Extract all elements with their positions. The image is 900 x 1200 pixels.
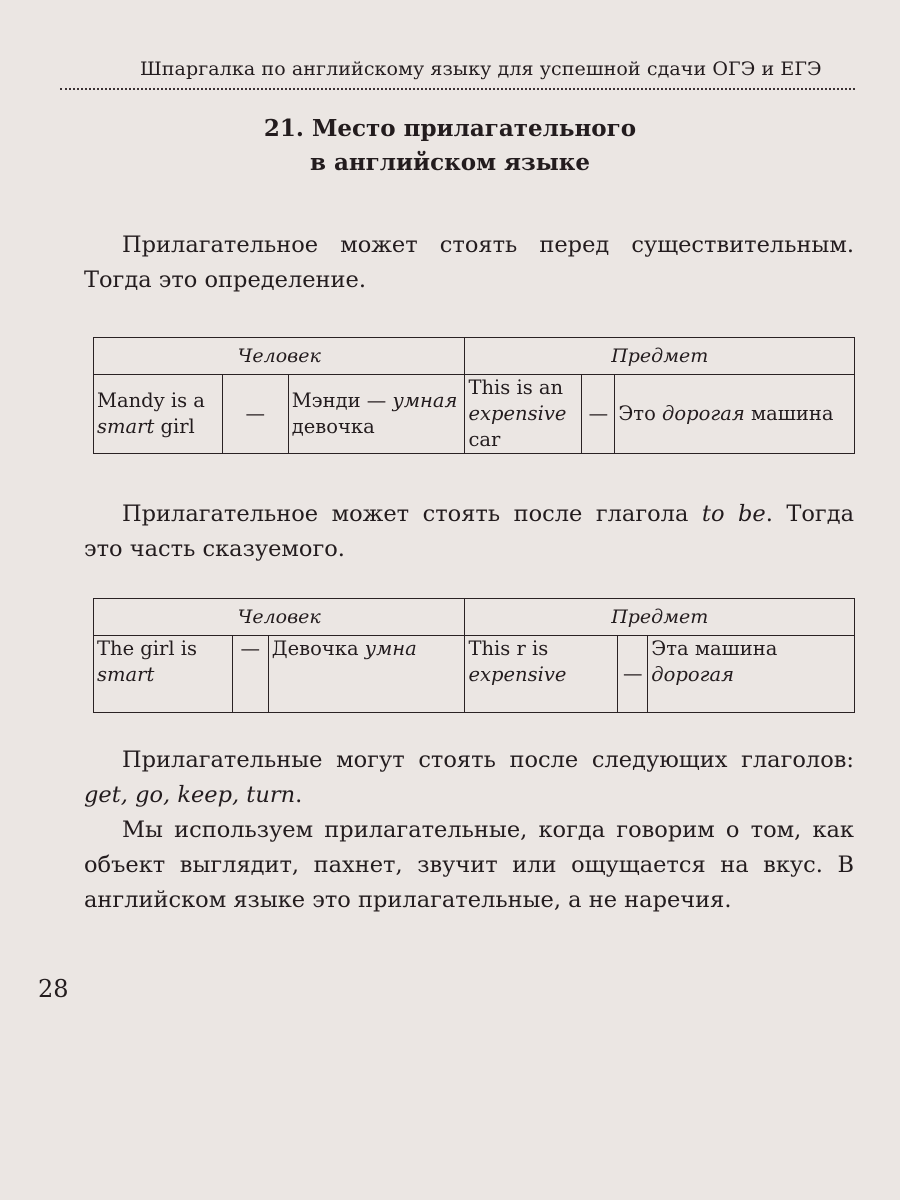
table-attributive [93, 337, 855, 454]
table-predicative [93, 598, 855, 713]
header-divider [60, 88, 855, 90]
cell-dash: — [582, 375, 615, 454]
cell-dash: — [222, 375, 288, 454]
paragraph-1: Прилагательное может стоять перед существительным. Тогда это определение. [84, 232, 854, 293]
page-number: 28 [38, 975, 69, 1003]
section-title [0, 112, 900, 180]
title-line-1: 21. Место прилагательного [263, 115, 637, 142]
table-row [94, 375, 855, 454]
cell-russian: Это дорогая машина [615, 375, 855, 454]
running-header: Шпаргалка по английскому языку для успешной сдачи ОГЭ и ЕГЭ [140, 58, 822, 80]
cell-russian: Девочка умна [268, 636, 465, 713]
paragraph-3: Прилагательные могут стоять после следующих глаголов: get, go, keep, turn. [84, 747, 854, 808]
title-line-2: в английском языке [309, 149, 591, 176]
header-object: Предмет [465, 338, 855, 375]
table-row [94, 636, 855, 713]
cell-russian: Мэнди — умная девочка [288, 375, 465, 454]
header-person: Человек [94, 338, 465, 375]
paragraph-2: Прилагательное может стоять после глагола to be. Тогда это часть сказуемого. [84, 501, 854, 562]
paragraph-4: Мы используем прилагательные, когда говорим о том, как объект выглядит, пахнет, звучит или ощущается на вкус. В английском языке это прилагательные, а не наречия. [84, 817, 854, 913]
cell-dash: — [232, 636, 268, 713]
cell-english: The girl is smart [94, 636, 233, 713]
header-object: Предмет [465, 599, 855, 636]
cell-dash: — [618, 636, 648, 713]
header-person: Человек [94, 599, 465, 636]
cell-russian: Эта машина дорогая [648, 636, 855, 713]
cell-english: This is an expensive car [465, 375, 582, 454]
cell-english: This r is expensive [465, 636, 618, 713]
cell-english: Mandy is a smart girl [94, 375, 223, 454]
